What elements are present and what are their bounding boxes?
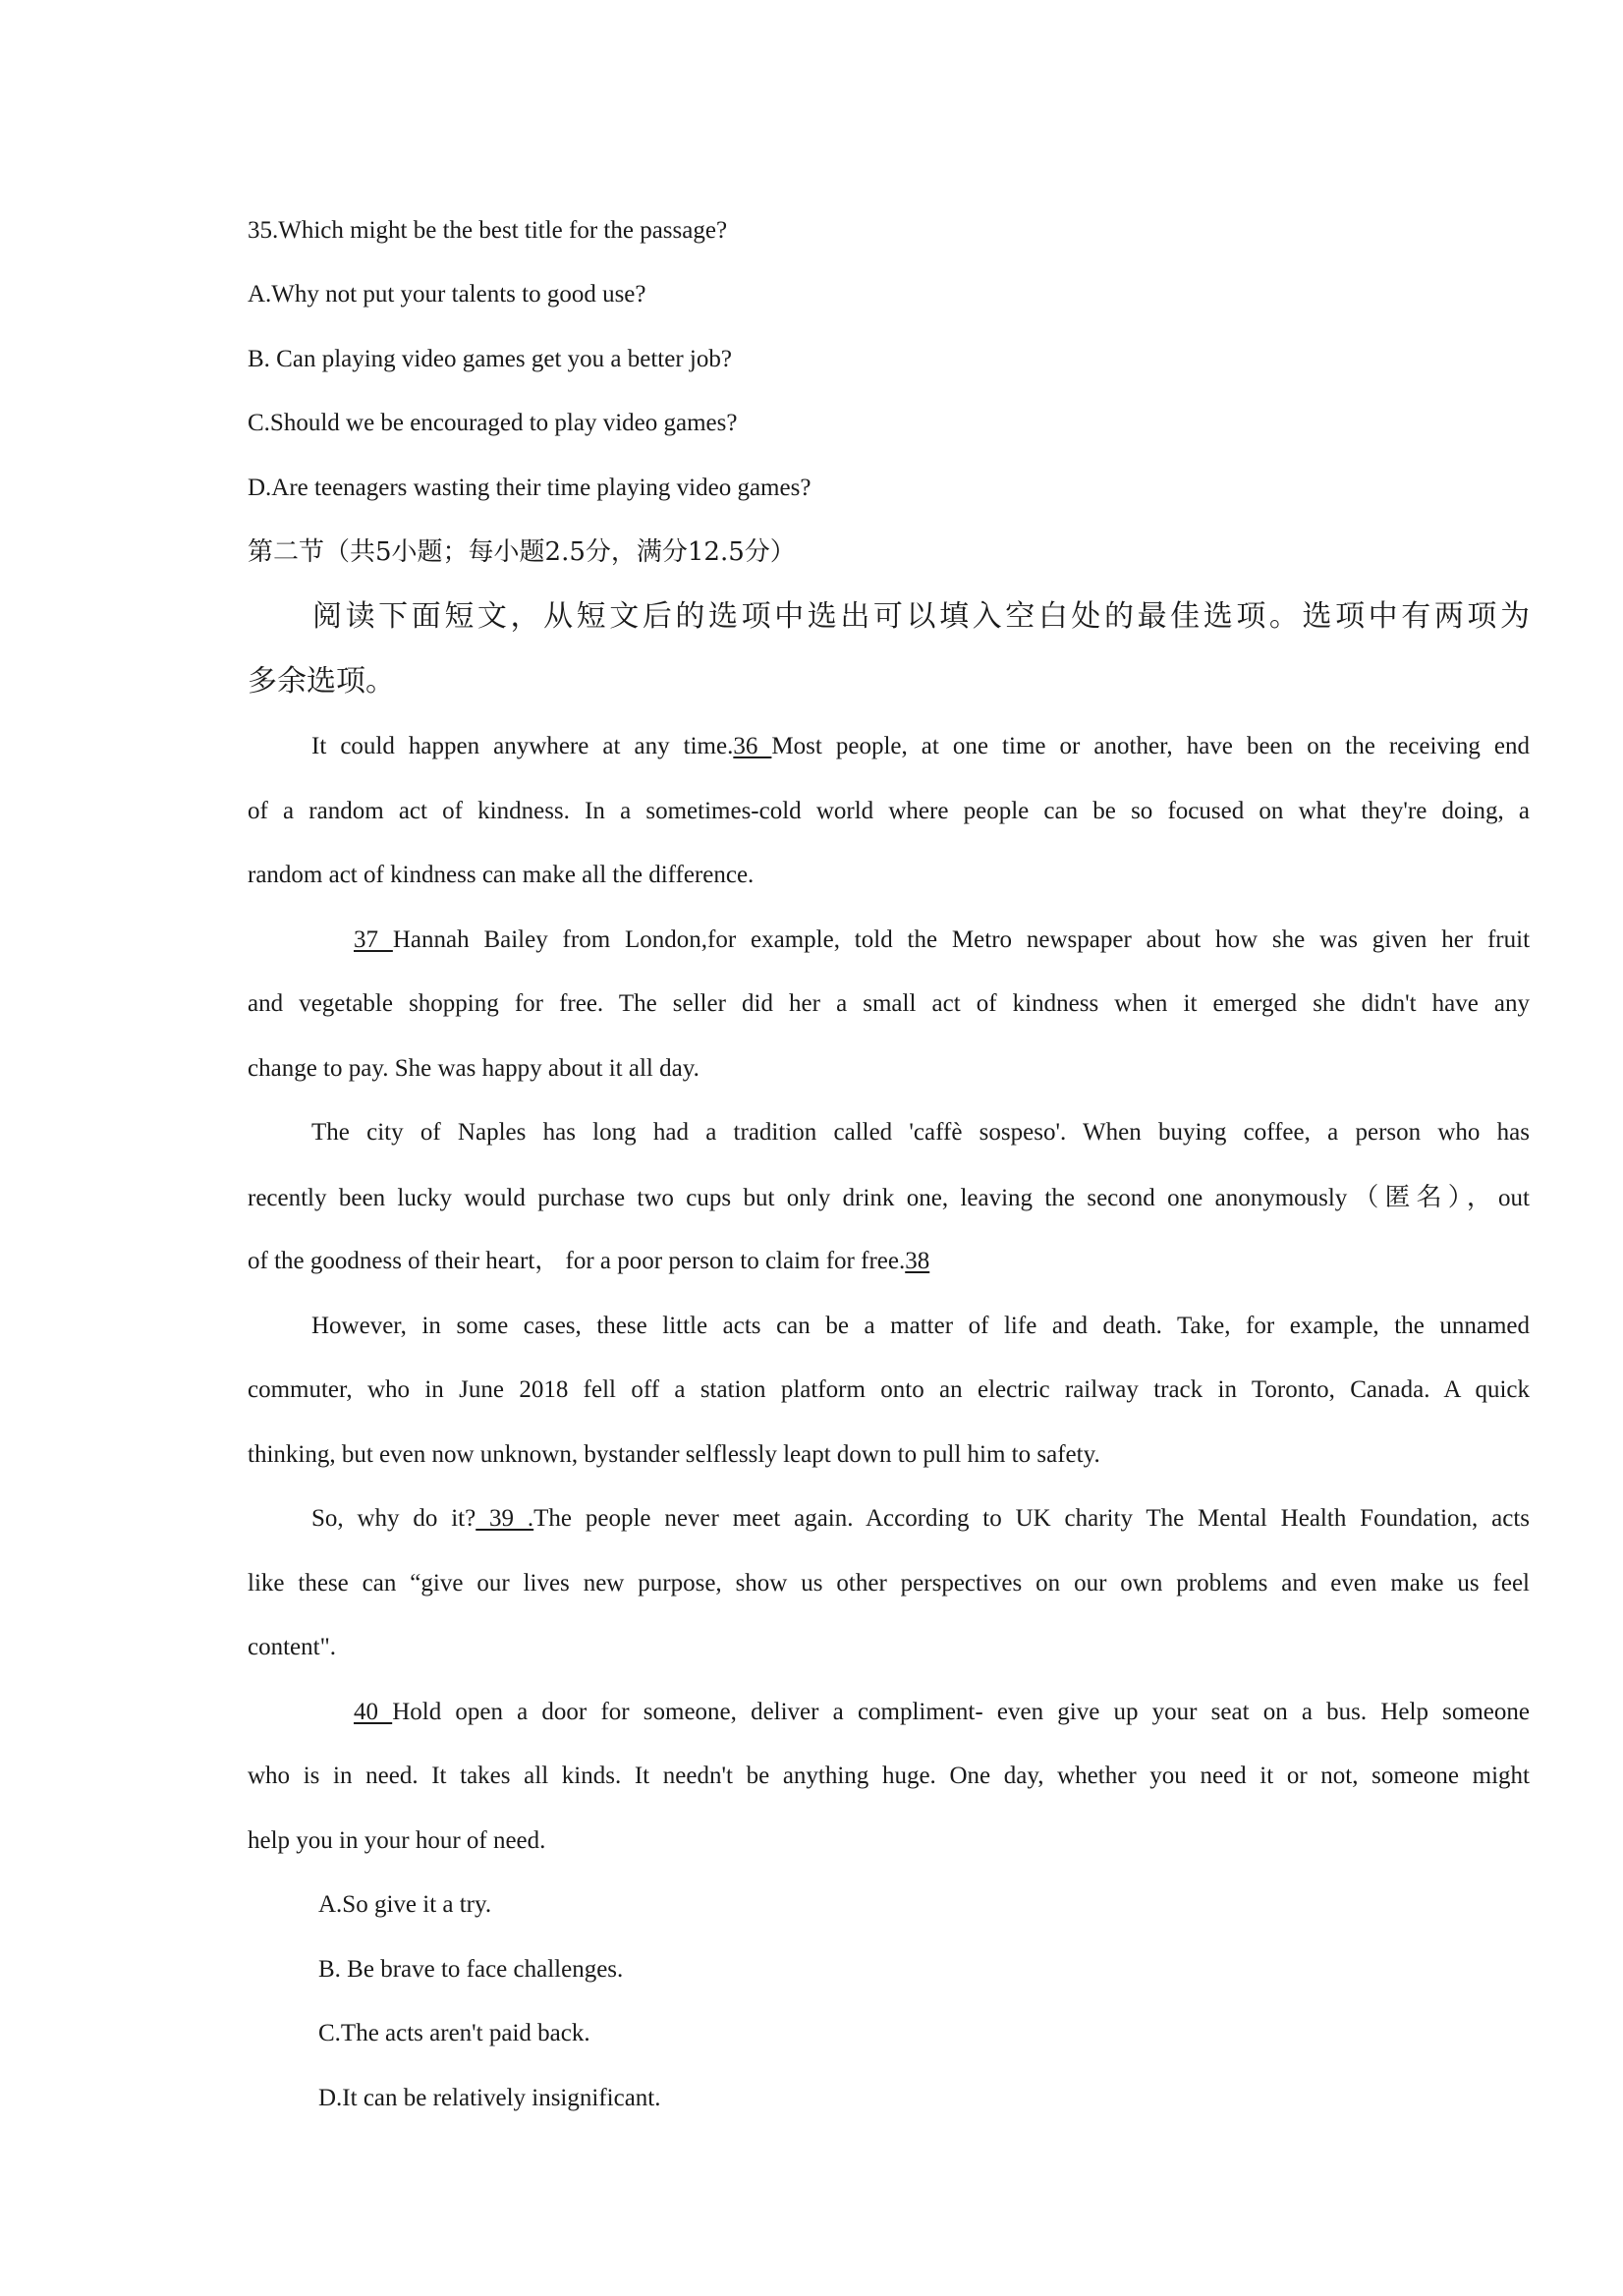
choice-b: B. Be brave to face challenges. — [318, 1956, 624, 1983]
section-2-heading: 第二节（共5小题；每小题2.5分，满分12.5分） — [248, 537, 796, 567]
passage-paragraph-1-line-3: random act of kindness can make all the difference. — [248, 862, 755, 888]
blank-37: 37 — [354, 926, 393, 953]
passage-text: Hannah Bailey from London,for example, told the Metro newspaper about how she was given her fruit — [392, 926, 1531, 953]
passage-paragraph-5-line-3: content". — [248, 1634, 337, 1660]
passage-paragraph-5-line-1 — [311, 1502, 1530, 1536]
passage-text: The people never meet again. According to UK charity The Mental Health Foundation, acts — [533, 1505, 1531, 1532]
section-2-instruction-line-1: 阅读下面短文，从短文后的选项中选出可以填入空白处的最佳选项。选项中有两项为 — [312, 599, 1530, 634]
passage-text: out — [1498, 1185, 1530, 1211]
question-35-option-b: B. Can playing video games get you a better job? — [248, 346, 732, 372]
passage-paragraph-3-line-2 — [248, 1181, 1530, 1215]
passage-paragraph-6-line-3: help you in your hour of need. — [248, 1827, 546, 1854]
passage-paragraph-2-line-2: and vegetable shopping for free. The seller did her a small act of kindness when it emerged she didn't have any — [248, 990, 1530, 1017]
blank-36: 36 — [733, 733, 772, 759]
passage-text: Hold open a door for someone, deliver a compliment- even give up your seat on a bus. Help someone — [392, 1699, 1530, 1725]
passage-text-chinese-gloss: （匿名）， — [1347, 1183, 1499, 1212]
passage-paragraph-5-line-2: like these can “give our lives new purpose, show us other perspectives on our own problems and even make us feel — [248, 1570, 1530, 1596]
passage-text: It could happen anywhere at any time. — [311, 733, 734, 759]
passage-paragraph-6-line-2: who is in need. It takes all kinds. It needn't be anything huge. One day, whether you need it or not, someone might — [248, 1763, 1530, 1789]
passage-paragraph-3-line-1: The city of Naples has long had a tradition called 'caffè sospeso'. When buying coffee, a person who has — [311, 1119, 1530, 1146]
choice-d: D.It can be relatively insignificant. — [318, 2085, 661, 2111]
passage-paragraph-4-line-2: commuter, who in June 2018 fell off a station platform onto an electric railway track in Toronto, Canada. A quick — [248, 1376, 1530, 1403]
choice-a: A.So give it a try. — [318, 1891, 492, 1918]
question-35-option-a: A.Why not put your talents to good use? — [248, 281, 646, 308]
passage-text: of the goodness of their heart， for a poor person to claim for free. — [248, 1248, 906, 1274]
question-35-option-c: C.Should we be encouraged to play video games? — [248, 410, 738, 436]
passage-text: recently been lucky would purchase two cups but only drink one, leaving the second one anonymously — [248, 1185, 1348, 1211]
passage-paragraph-1-line-2: of a random act of kindness. In a sometimes-cold world where people can be so focused on what they're doing, a — [248, 798, 1530, 824]
passage-paragraph-6-line-1 — [354, 1696, 1530, 1729]
blank-39: 39 . — [476, 1505, 534, 1532]
passage-paragraph-2-line-3: change to pay. She was happy about it all day. — [248, 1055, 700, 1082]
passage-paragraph-1-line-1 — [311, 730, 1530, 763]
passage-paragraph-2-line-1 — [354, 924, 1530, 957]
blank-40: 40 — [354, 1699, 393, 1725]
blank-38: 38 — [905, 1248, 930, 1274]
question-35-stem: 35.Which might be the best title for the passage? — [248, 217, 728, 244]
passage-paragraph-4-line-1: However, in some cases, these little acts can be a matter of life and death. Take, for example, the unnamed — [311, 1313, 1530, 1339]
question-35-option-d: D.Are teenagers wasting their time playing video games? — [248, 475, 812, 501]
passage-text: So, why do it? — [311, 1505, 476, 1532]
passage-paragraph-4-line-3: thinking, but even now unknown, bystander selflessly leapt down to pull him to safety. — [248, 1441, 1100, 1468]
passage-paragraph-3-line-3 — [248, 1245, 929, 1278]
passage-text: Most people, at one time or another, have been on the receiving end — [771, 733, 1531, 759]
choice-c: C.The acts aren't paid back. — [318, 2020, 590, 2046]
section-2-instruction-line-2: 多余选项。 — [248, 664, 395, 699]
